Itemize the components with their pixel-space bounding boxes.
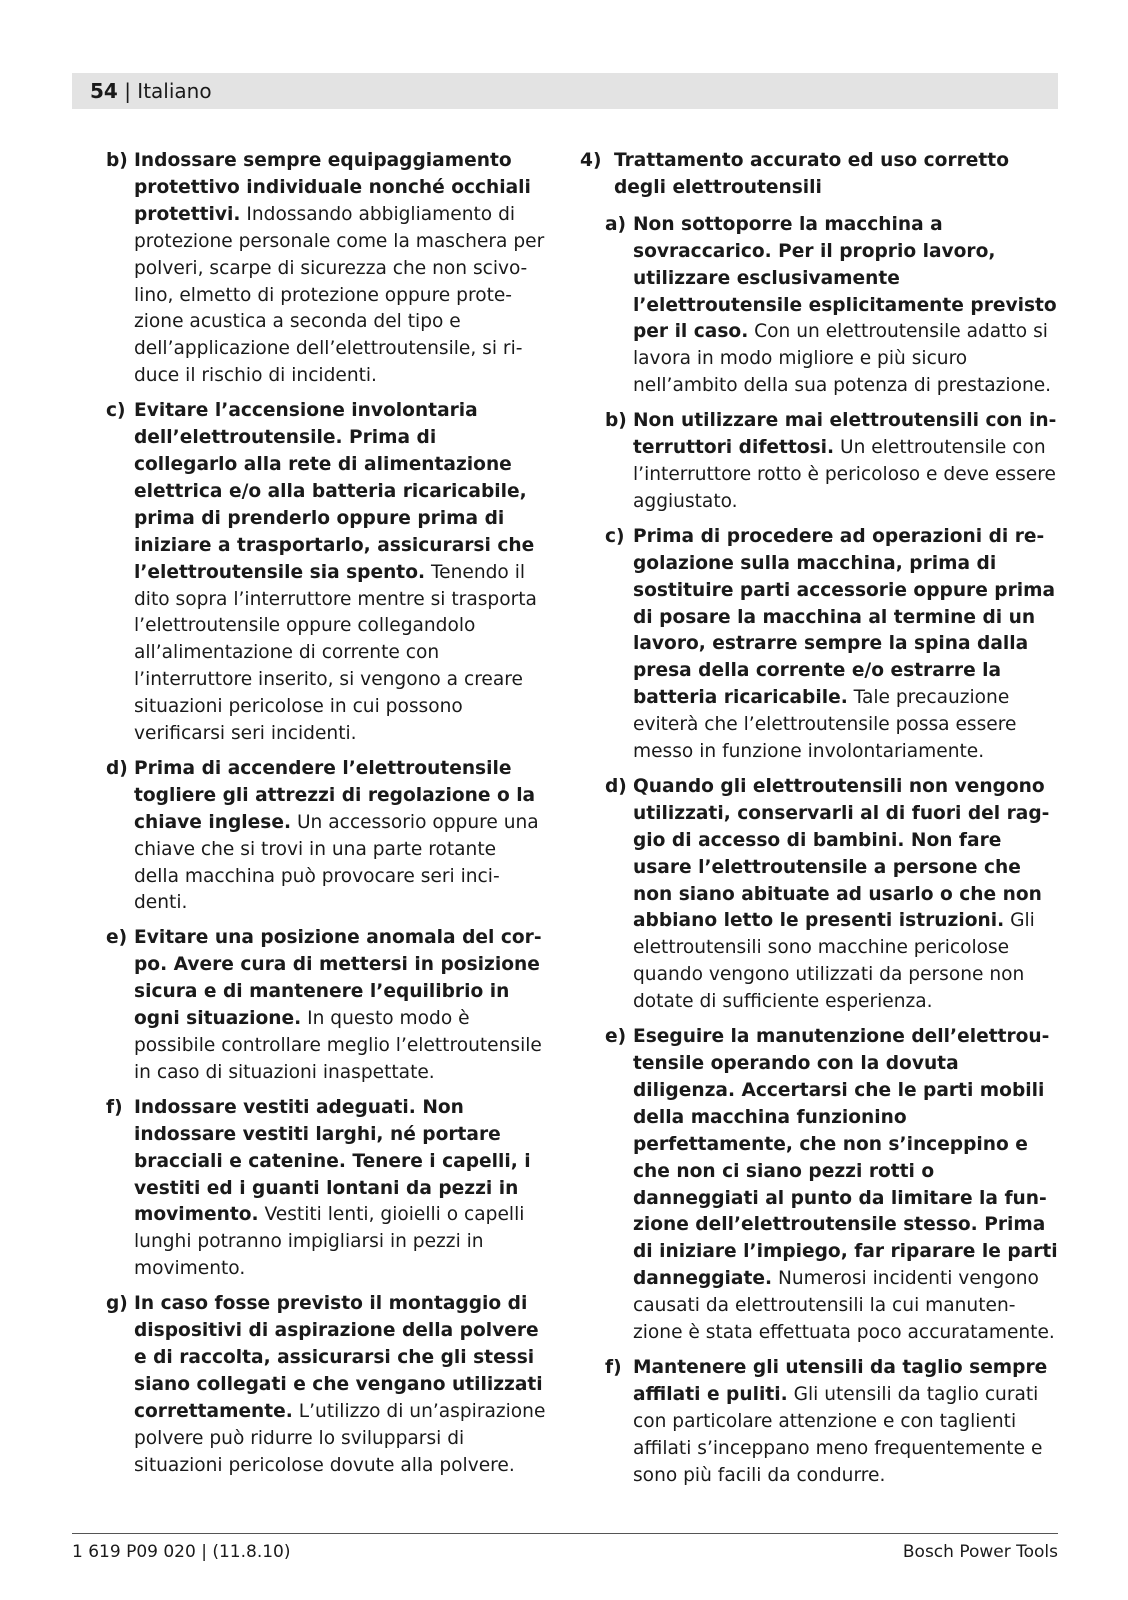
- item-label: a): [605, 213, 627, 235]
- list-item: [605, 1024, 1058, 1347]
- item-label: d): [106, 757, 128, 779]
- item-heading: Evitare l’accensione involontaria dell’elettroutensile. Prima di collegarlo alla rete di alimentazione elettrica e/o alla batteria ricaricabile, prima di prenderlo oppure prima di iniziare a trasportarlo, assicurarsi che l’elettroutensile sia spento.: [134, 400, 535, 583]
- item-heading: In caso fosse previsto il montaggio di dispositivi di aspirazione della polvere e di raccolta, assicurarsi che gli stessi siano collegati e che vengano utilizzati correttamente.: [134, 1293, 543, 1422]
- item-label: e): [106, 927, 128, 949]
- item-heading: Prima di accendere l’elettroutensile togliere gli attrezzi di regolazione o la chiave inglese.: [134, 757, 536, 833]
- item-text: Un accessorio oppure una chiave che si trovi in una parte rotante della macchina può provocare seri incidenti.: [134, 811, 539, 914]
- section-number: 4): [580, 150, 602, 171]
- footer-divider: [72, 1533, 1058, 1534]
- item-text: Gli elettroutensili sono macchine pericolose quando vengono utilizzati da persone non dotate di sufficiente esperienza.: [633, 910, 1035, 1013]
- item-label: b): [106, 150, 128, 171]
- page-header: [72, 73, 1058, 109]
- left-column: [106, 148, 546, 1488]
- item-label: b): [605, 410, 627, 432]
- item-heading: Indossare sempre equipaggiamento protettivo individuale nonché occhiali protettivi.: [134, 150, 531, 225]
- item-label: g): [106, 1293, 128, 1315]
- list-item: [106, 1095, 546, 1283]
- list-item: [605, 212, 1058, 400]
- item-text: Vestiti lenti, gioielli o capelli lunghi potranno impigliarsi in pezzi in movimento.: [134, 1204, 525, 1280]
- item-text: In questo modo è possibile controllare meglio l’elettroutensile in caso di situazioni inaspettate.: [134, 1008, 542, 1083]
- list-item: [605, 1355, 1058, 1490]
- list-item: [605, 408, 1058, 516]
- item-text: Gli utensili da taglio curati con particolare attenzione e con taglienti affilati s’inceppano meno frequentemente e sono più facili da condurre.: [633, 1383, 1043, 1486]
- list-item: [106, 148, 546, 390]
- item-text: Tale precauzione eviterà che l’elettroutensile possa essere messo in funzione involontariamente.: [633, 687, 1017, 763]
- footer-document-id: 1 619 P09 020 | (11.8.10): [72, 1542, 291, 1562]
- item-label: f): [106, 1096, 123, 1118]
- item-heading: Eseguire la manutenzione dell’elettroutensile operando con la dovuta diligenza. Accertarsi che le parti mobili della macchina funzionino perfettamente, che non s’inceppino e che non ci siano pezzi rotti o danneggiati al punto da limitare la funzione dell’elettroutensile stesso. Prima di iniziare l’impiego, far riparare le parti danneggiate.: [633, 1026, 1058, 1290]
- list-item: [605, 524, 1058, 766]
- item-text: Indossando abbigliamento di protezione personale come la maschera per polveri, scarpe di sicurezza che non scivolino, elmetto di protezione oppure protezione acustica a seconda del tipo e dell’applicazione dell’elettroutensile, si riduce il rischio di incidenti.: [134, 203, 545, 387]
- item-text: Un elettroutensile con l’interruttore rotto è pericoloso e deve essere aggiustato.: [633, 437, 1056, 512]
- item-heading: Mantenere gli utensili da taglio sempre affilati e puliti.: [633, 1356, 1048, 1405]
- item-text: Numerosi incidenti vengono causati da elettroutensili la cui manutenzione è stata effettuata poco accuratamente.: [633, 1268, 1055, 1344]
- item-heading: Quando gli elettroutensili non vengono utilizzati, conservarli al di fuori del raggio di accesso di bambini. Non fare usare l’elettroutensile a persone che non siano abituate ad usarlo o che non abbiano letto le presenti istruzioni.: [633, 775, 1050, 932]
- section-items: [580, 212, 1058, 1490]
- item-text: L’utilizzo di un’aspirazione polvere può ridurre lo svilupparsi di situazioni pericolose dovute alla polvere.: [134, 1400, 546, 1476]
- item-heading: Evitare una posizione anomala del corpo. Avere cura di mettersi in posizione sicura e di mantenere l’equilibrio in ogni situazione.: [134, 927, 542, 1030]
- item-text: Con un elettroutensile adatto si lavora in modo migliore e più sicuro nell’ambito della sua potenza di prestazione.: [633, 321, 1052, 397]
- page-number: 54: [90, 79, 118, 103]
- header-language: Italiano: [137, 79, 212, 103]
- list-item: [106, 1291, 546, 1479]
- item-label: f): [605, 1356, 622, 1378]
- item-label: d): [605, 775, 627, 797]
- list-item: [106, 398, 546, 748]
- item-label: c): [106, 400, 126, 422]
- section-heading: [580, 148, 1058, 202]
- right-column: [580, 148, 1058, 1498]
- footer-brand: Bosch Power Tools: [902, 1542, 1058, 1562]
- item-heading: Non utilizzare mai elettroutensili con interruttori difettosi.: [633, 410, 1057, 459]
- item-heading: Prima di procedere ad operazioni di regolazione sulla macchina, prima di sostituire parti accessorie oppure prima di posare la macchina al termine di un lavoro, estrarre sempre la spina dalla presa della corrente e/o estrarre la batteria ricaricabile.: [633, 525, 1056, 709]
- list-item: [106, 756, 546, 917]
- item-heading: Indossare vestiti adeguati. Non indossare vestiti larghi, né portare bracciali e catenine. Tenere i capelli, i vestiti ed i guanti lontani da pezzi in movimento.: [134, 1096, 531, 1226]
- header-separator: |: [117, 79, 138, 103]
- list-item: [106, 925, 546, 1086]
- item-text: Tenendo il dito sopra l’interruttore mentre si trasporta l’elettroutensile oppure collegandolo all’alimentazione di corrente con l’interruttore inserito, si vengono a creare situazioni pericolose in cui possono verificarsi seri incidenti.: [134, 561, 537, 745]
- item-label: e): [605, 1026, 627, 1048]
- list-item: [605, 774, 1058, 1016]
- section-title: Trattamento accurato ed uso corretto degli elettroutensili: [614, 150, 1009, 198]
- item-heading: Non sottoporre la macchina a sovraccarico. Per il proprio lavoro, utilizzare esclusivamente l’elettroutensile esplicitamente previsto per il caso.: [633, 213, 1057, 343]
- item-label: c): [605, 525, 625, 547]
